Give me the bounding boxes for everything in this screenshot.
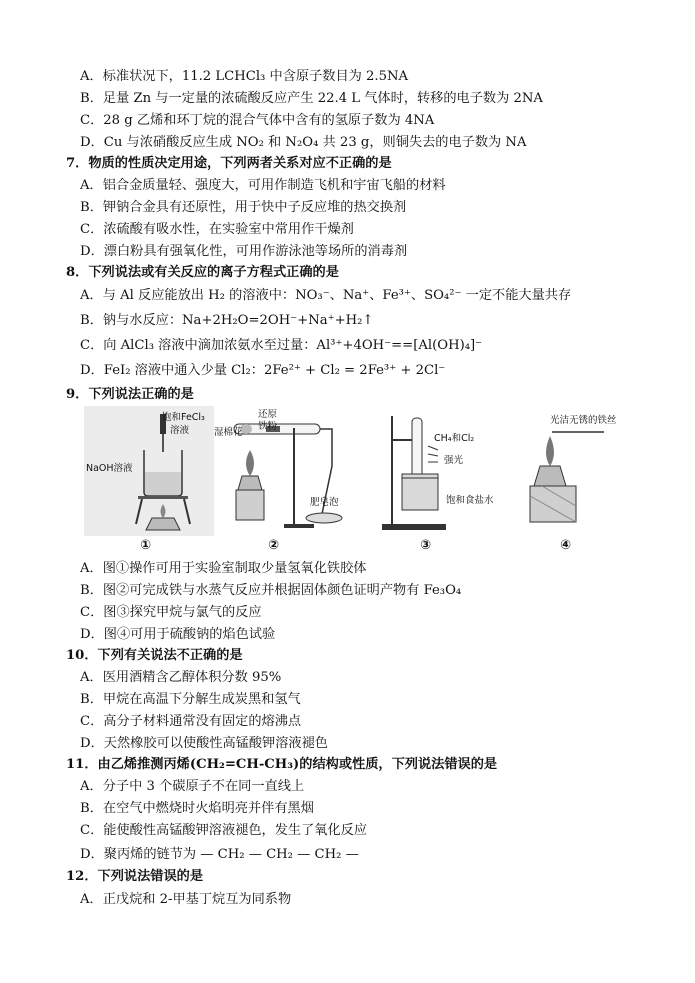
fig3-brine-label: 饱和食盐水 (446, 495, 494, 506)
q8-option-b: B．钠与水反应：Na+2H₂O=2OH⁻+Na⁺+H₂↑ (80, 313, 374, 328)
q9-option-b: B．图②可完成铁与水蒸气反应并根据固体颜色证明产物有 Fe₃O₄ (80, 583, 462, 598)
q6-option-b: B．足量 Zn 与一定量的浓硫酸反应产生 22.4 L 气体时，转移的电子数为 2NA (80, 91, 543, 106)
q11-option-a: A．分子中 3 个碳原子不在同一直线上 (80, 779, 305, 794)
figure-3 (376, 406, 516, 536)
fig3-light-label: 强光 (444, 455, 464, 466)
q11-option-d: D．聚丙烯的链节为 — CH₂ — CH₂ — CH₂ — (80, 847, 359, 862)
figure-2-number: ② (268, 538, 280, 553)
figure-3-number: ③ (420, 538, 432, 553)
q12-option-a: A．正戊烷和 2-甲基丁烷互为同系物 (80, 892, 292, 907)
q6-option-a: A．标准状况下，11.2 LCHCl₃ 中含原子数目为 2.5NA (80, 69, 409, 84)
figure-1 (84, 406, 214, 536)
q9-option-a: A．图①操作可用于实验室制取少量氢氧化铁胶体 (80, 561, 367, 576)
q12-stem: 12．下列说法错误的是 (66, 869, 204, 884)
q6-option-c: C．28 g 乙烯和环丁烷的混合气体中含有的氢原子数为 4NA (80, 113, 435, 128)
q7-option-d: D．漂白粉具有强氧化性，可用作游泳池等场所的消毒剂 (80, 244, 408, 259)
q10-option-d: D．天然橡胶可以使酸性高锰酸钾溶液褪色 (80, 736, 328, 751)
figure-4-number: ④ (560, 538, 572, 553)
q9-option-d: D．图④可用于硫酸钠的焰色试验 (80, 627, 276, 642)
fig2-cotton-label: 湿棉花 (214, 427, 243, 438)
q6-option-d: D．Cu 与浓硝酸反应生成 NO₂ 和 N₂O₄ 共 23 g，则铜失去的电子数为 NA (80, 135, 527, 150)
q7-option-c: C．浓硫酸有吸水性，在实验室中常用作干燥剂 (80, 222, 354, 237)
q9-stem: 9．下列说法正确的是 (66, 387, 194, 402)
fig2-soap-label: 肥皂泡 (310, 497, 339, 508)
figure-4 (520, 406, 636, 536)
fig2-reduced-label-1: 还原 (258, 409, 278, 420)
q8-option-a: A．与 Al 反应能放出 H₂ 的溶液中：NO₃⁻、Na⁺、Fe³⁺、SO₄²⁻ 一定不能大量共存 (80, 288, 572, 303)
fig4-wire-label: 光洁无锈的铁丝 (550, 415, 617, 426)
q7-option-b: B．钾钠合金具有还原性，用于快中子反应堆的热交换剂 (80, 200, 407, 215)
q7-stem: 7．物质的性质决定用途，下列两者关系对应不正确的是 (66, 156, 392, 171)
q8-option-c: C．向 AlCl₃ 溶液中滴加浓氨水至过量：Al³⁺+4OH⁻==[Al(OH)₄]⁻ (80, 338, 483, 353)
figure-3-drawing (376, 406, 516, 536)
q9-option-c: C．图③探究甲烷与氯气的反应 (80, 605, 262, 620)
q11-option-c: C．能使酸性高锰酸钾溶液褪色，发生了氧化反应 (80, 823, 368, 838)
figure-1-number: ① (140, 538, 152, 553)
q10-option-a: A．医用酒精含乙醇体积分数 95% (80, 670, 282, 685)
fig3-gas-label: CH₄和Cl₂ (434, 433, 475, 444)
fig1-reagent-label-1: 饱和FeCl₃ (162, 412, 205, 423)
fig2-reduced-label-2: 铁粉 (258, 421, 278, 432)
q10-option-c: C．高分子材料通常没有固定的熔沸点 (80, 714, 302, 729)
fig1-solution-label: NaOH溶液 (86, 463, 133, 474)
q8-stem: 8．下列说法或有关反应的离子方程式正确的是 (66, 265, 339, 280)
q8-option-d: D．FeI₂ 溶液中通入少量 Cl₂：2Fe²⁺ + Cl₂ = 2Fe³⁺ + 2Cl⁻ (80, 363, 446, 378)
q11-option-b: B．在空气中燃烧时火焰明亮并伴有黑烟 (80, 801, 314, 816)
q7-option-a: A．铝合金质量轻、强度大，可用作制造飞机和宇宙飞船的材料 (80, 178, 446, 193)
figure-2 (214, 406, 350, 536)
q10-option-b: B．甲烷在高温下分解生成炭黑和氢气 (80, 692, 301, 707)
q11-stem: 11．由乙烯推测丙烯(CH₂=CH-CH₃)的结构或性质，下列说法错误的是 (66, 757, 498, 772)
q10-stem: 10．下列有关说法不正确的是 (66, 648, 243, 663)
fig1-reagent-label-2: 溶液 (170, 425, 190, 436)
